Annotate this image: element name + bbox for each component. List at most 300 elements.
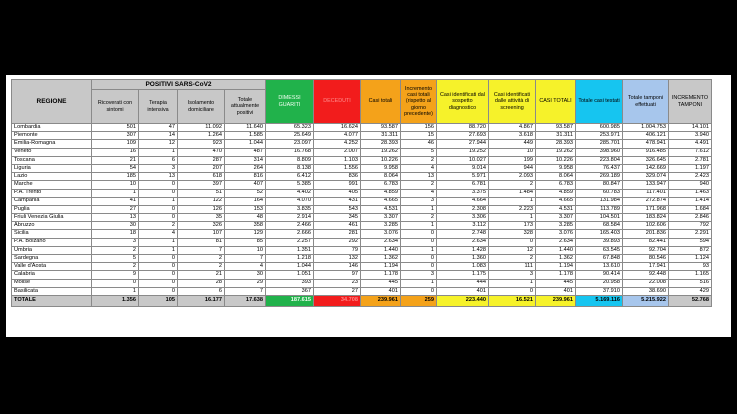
table-cell: 0 [139, 189, 178, 197]
table-cell: 329.074 [623, 173, 669, 181]
header-totale-positivi: Totale attualmente positivi [225, 90, 266, 124]
table-cell: 1 [139, 238, 178, 246]
table-cell: 126 [178, 205, 225, 213]
table-cell: 223.804 [576, 156, 623, 164]
table-cell: 1.197 [669, 164, 712, 172]
table-cell: 80.847 [576, 181, 623, 189]
table-cell: 60.783 [576, 189, 623, 197]
header-isolamento: Isolamento domiciliare [178, 90, 225, 124]
table-cell: 478.941 [623, 140, 669, 148]
table-cell: 543 [314, 205, 361, 213]
region-name: Marche [12, 181, 92, 189]
table-cell: 4.859 [361, 189, 401, 197]
table-cell: 6 [178, 287, 225, 295]
table-cell: 199 [489, 156, 536, 164]
region-name: Valle d'Aosta [12, 263, 92, 271]
table-cell: 792 [669, 222, 712, 230]
table-cell: 2.291 [669, 230, 712, 238]
table-cell: 1.414 [669, 197, 712, 205]
table-cell: 90.414 [576, 271, 623, 279]
table-cell: 4.665 [361, 197, 401, 205]
table-cell: 28 [178, 279, 225, 287]
table-cell: 1.684 [669, 205, 712, 213]
table-cell: 1.178 [361, 271, 401, 279]
table-cell: 487 [225, 148, 266, 156]
table-row [12, 140, 712, 148]
header-screening: Casi identificati dalle attività di screening [489, 80, 536, 124]
table-cell: 9.014 [437, 164, 489, 172]
table-cell: 4 [401, 164, 437, 172]
total-cell: 16.177 [178, 295, 225, 306]
table-cell: 171.968 [623, 205, 669, 213]
table-cell: 944 [489, 164, 536, 172]
table-cell: 18 [92, 230, 139, 238]
table-cell: 345 [314, 214, 361, 222]
table-cell: 2 [401, 181, 437, 189]
table-cell: 21 [178, 271, 225, 279]
table-cell: 7 [178, 246, 225, 254]
table-cell: 1.051 [266, 271, 314, 279]
table-cell: 398.960 [576, 148, 623, 156]
region-name: Basilicata [12, 287, 92, 295]
table-cell: 10 [225, 246, 266, 254]
table-row [12, 173, 712, 181]
table-cell: 173 [489, 222, 536, 230]
table-cell: 272.874 [623, 197, 669, 205]
table-cell: 1.463 [669, 189, 712, 197]
table-cell: 2 [401, 214, 437, 222]
region-name: Calabria [12, 271, 92, 279]
table-cell: 1.484 [489, 189, 536, 197]
table-cell: 4.664 [437, 197, 489, 205]
table-cell: 88.720 [437, 124, 489, 132]
table-cell: 3 [401, 271, 437, 279]
table-cell: 9.958 [361, 164, 401, 172]
region-name: Veneto [12, 148, 92, 156]
table-cell: 3.940 [669, 132, 712, 140]
table-cell: 1 [401, 279, 437, 287]
table-cell: 4.867 [489, 124, 536, 132]
table-cell: 2.007 [314, 148, 361, 156]
table-row [12, 222, 712, 230]
table-cell: 393 [266, 279, 314, 287]
total-cell: 16.521 [489, 295, 536, 306]
table-cell: 0 [139, 255, 178, 263]
header-ricoverati: Ricoverati con sintomi [92, 90, 139, 124]
table-cell: 8.064 [361, 173, 401, 181]
table-cell: 27 [314, 287, 361, 295]
table-cell: 6.412 [266, 173, 314, 181]
table-cell: 1.351 [266, 246, 314, 254]
table-cell: 923 [178, 140, 225, 148]
table-cell: 3.307 [536, 214, 576, 222]
table-cell: 2.093 [489, 173, 536, 181]
table-cell: 1.044 [266, 263, 314, 271]
table-cell: 7 [225, 255, 266, 263]
table-cell: 407 [225, 181, 266, 189]
table-cell: 445 [536, 279, 576, 287]
table-cell: 1.083 [437, 263, 489, 271]
table-cell: 129 [225, 230, 266, 238]
table-cell: 15 [401, 132, 437, 140]
table-cell: 2 [401, 156, 437, 164]
table-cell: 4 [401, 189, 437, 197]
table-row [12, 263, 712, 271]
total-cell: 34.708 [314, 295, 361, 306]
region-name: Sardegna [12, 255, 92, 263]
total-cell: 239.961 [536, 295, 576, 306]
table-cell: 23.097 [266, 140, 314, 148]
total-cell: 52.768 [669, 295, 712, 306]
table-row [12, 156, 712, 164]
table-cell: 131.984 [576, 197, 623, 205]
table-cell: 79 [314, 246, 361, 254]
table-cell: 122 [178, 197, 225, 205]
table-cell: 2.308 [437, 205, 489, 213]
total-label: TOTALE [12, 295, 92, 306]
table-cell: 30 [225, 271, 266, 279]
table-cell: 21 [92, 156, 139, 164]
table-cell: 46 [401, 140, 437, 148]
table-cell: 4.531 [536, 205, 576, 213]
table-cell: 4.402 [266, 189, 314, 197]
table-cell: 85 [225, 238, 266, 246]
table-cell: 0 [401, 255, 437, 263]
table-cell: 916.485 [623, 148, 669, 156]
table-cell: 16 [92, 148, 139, 156]
table-cell: 3.285 [536, 222, 576, 230]
table-cell: 3 [139, 164, 178, 172]
table-cell: 0 [139, 279, 178, 287]
table-cell: 82.441 [623, 238, 669, 246]
region-name: Lazio [12, 173, 92, 181]
region-name: Friuli Venezia Giulia [12, 214, 92, 222]
table-cell: 618 [178, 173, 225, 181]
table-cell: 991 [314, 181, 361, 189]
table-cell: 1.103 [314, 156, 361, 164]
table-cell: 358 [225, 222, 266, 230]
region-name: P.A. Trento [12, 189, 92, 197]
table-cell: 401 [437, 287, 489, 295]
table-cell: 2 [489, 255, 536, 263]
table-cell: 19.252 [437, 148, 489, 156]
table-cell: 0 [139, 287, 178, 295]
total-cell: 17.638 [225, 295, 266, 306]
table-cell: 109 [92, 140, 139, 148]
table-cell: 1.178 [536, 271, 576, 279]
table-cell: 516 [669, 279, 712, 287]
table-cell: 41 [92, 197, 139, 205]
table-cell: 6.783 [536, 181, 576, 189]
table-cell: 14 [139, 132, 178, 140]
table-cell: 0 [139, 205, 178, 213]
table-cell: 3.307 [361, 214, 401, 222]
table-cell: 10 [92, 181, 139, 189]
table-cell: 54 [92, 164, 139, 172]
table-row [12, 148, 712, 156]
table-cell: 1.004.753 [623, 124, 669, 132]
total-cell: 187.615 [266, 295, 314, 306]
total-cell: 5.215.922 [623, 295, 669, 306]
report-sheet [6, 75, 731, 337]
table-cell: 93 [669, 263, 712, 271]
table-cell: 253.971 [576, 132, 623, 140]
table-cell: 10.226 [361, 156, 401, 164]
table-cell: 406.121 [623, 132, 669, 140]
table-cell: 2.846 [669, 214, 712, 222]
table-cell: 0 [489, 238, 536, 246]
table-cell: 27.693 [437, 132, 489, 140]
table-cell: 269.189 [576, 173, 623, 181]
total-cell: 105 [139, 295, 178, 306]
table-cell: 5.971 [437, 173, 489, 181]
table-cell: 29 [225, 279, 266, 287]
table-cell: 14.101 [669, 124, 712, 132]
region-name: Lombardia [12, 124, 92, 132]
table-cell: 1.124 [669, 255, 712, 263]
table-cell: 7 [225, 287, 266, 295]
table-cell: 1.165 [669, 271, 712, 279]
table-cell: 0 [401, 263, 437, 271]
table-cell: 97 [314, 271, 361, 279]
table-row [12, 124, 712, 132]
table-cell: 13 [401, 173, 437, 181]
table-cell: 0 [139, 271, 178, 279]
region-name: Puglia [12, 205, 92, 213]
table-cell: 2.781 [669, 156, 712, 164]
table-cell: 401 [361, 287, 401, 295]
table-cell: 816 [225, 173, 266, 181]
table-cell: 28.393 [361, 140, 401, 148]
total-cell: 223.440 [437, 295, 489, 306]
total-cell: 5.169.116 [576, 295, 623, 306]
table-cell: 27 [92, 205, 139, 213]
table-cell: 1.194 [361, 263, 401, 271]
table-cell: 16.624 [314, 124, 361, 132]
table-cell: 3 [92, 238, 139, 246]
table-cell: 2 [139, 222, 178, 230]
header-dimessi: DIMESSI GUARITI [266, 80, 314, 124]
table-cell: 67.848 [576, 255, 623, 263]
table-cell: 13 [139, 173, 178, 181]
header-tamponi: Totale tamponi effettuati [623, 80, 669, 124]
table-cell: 287 [178, 156, 225, 164]
table-cell: 16.768 [266, 148, 314, 156]
table-cell: 3.076 [536, 230, 576, 238]
table-row [12, 214, 712, 222]
table-cell: 22.008 [623, 279, 669, 287]
table-cell: 4.859 [536, 189, 576, 197]
table-cell: 0 [139, 263, 178, 271]
table-cell: 4.077 [314, 132, 361, 140]
table-cell: 3.285 [361, 222, 401, 230]
table-cell: 1.264 [178, 132, 225, 140]
table-cell: 2 [178, 263, 225, 271]
table-cell: 429 [669, 287, 712, 295]
table-cell: 1 [92, 189, 139, 197]
table-cell: 1.175 [437, 271, 489, 279]
region-name: P.A. Bolzano [12, 238, 92, 246]
table-cell: 65.323 [266, 124, 314, 132]
table-cell: 7.612 [669, 148, 712, 156]
table-cell: 107 [178, 230, 225, 238]
table-cell: 0 [401, 230, 437, 238]
table-cell: 594 [669, 238, 712, 246]
table-cell: 2.748 [437, 230, 489, 238]
table-cell: 3.076 [361, 230, 401, 238]
table-cell: 1 [92, 287, 139, 295]
table-cell: 27.944 [437, 140, 489, 148]
table-cell: 3.306 [437, 214, 489, 222]
table-cell: 68.584 [576, 222, 623, 230]
table-cell: 104.501 [576, 214, 623, 222]
table-cell: 51 [178, 189, 225, 197]
table-cell: 501 [92, 124, 139, 132]
table-row [12, 164, 712, 172]
table-cell: 431 [314, 197, 361, 205]
table-row [12, 197, 712, 205]
table-cell: 4 [225, 263, 266, 271]
table-cell: 133.947 [623, 181, 669, 189]
table-cell: 1 [401, 222, 437, 230]
table-cell: 2 [92, 263, 139, 271]
table-cell: 307 [92, 132, 139, 140]
table-cell: 600.985 [576, 124, 623, 132]
table-cell: 1 [401, 246, 437, 254]
header-incremento-casi: Incremento casi totali (rispetto al giorno precedente) [401, 80, 437, 124]
table-cell: 2.466 [266, 222, 314, 230]
table-cell: 328 [489, 230, 536, 238]
table-cell: 4.531 [361, 205, 401, 213]
total-cell: 1.356 [92, 295, 139, 306]
table-cell: 12 [489, 246, 536, 254]
table-cell: 63.545 [576, 246, 623, 254]
table-cell: 12 [139, 140, 178, 148]
table-cell: 445 [361, 279, 401, 287]
table-cell: 0 [139, 181, 178, 189]
table-cell: 449 [489, 140, 536, 148]
table-cell: 3.618 [489, 132, 536, 140]
table-cell: 92.704 [623, 246, 669, 254]
table-cell: 132 [314, 255, 361, 263]
table-cell: 142.669 [623, 164, 669, 172]
table-cell: 156 [401, 124, 437, 132]
table-row [12, 255, 712, 263]
table-cell: 5 [401, 148, 437, 156]
table-cell: 470 [178, 148, 225, 156]
table-cell: 3.112 [437, 222, 489, 230]
table-cell: 37.910 [576, 287, 623, 295]
table-cell: 17.941 [623, 263, 669, 271]
table-row [12, 238, 712, 246]
table-cell: 9.958 [536, 164, 576, 172]
table-cell: 47 [139, 124, 178, 132]
table-cell: 13.610 [576, 263, 623, 271]
table-cell: 93.587 [361, 124, 401, 132]
table-cell: 2 [489, 181, 536, 189]
table-cell: 81 [178, 238, 225, 246]
region-name: Campania [12, 197, 92, 205]
table-cell: 3 [489, 271, 536, 279]
table-cell: 10 [489, 148, 536, 156]
table-cell: 207 [178, 164, 225, 172]
table-cell: 5 [92, 255, 139, 263]
table-cell: 25.649 [266, 132, 314, 140]
table-cell: 0 [139, 214, 178, 222]
table-cell: 940 [669, 181, 712, 189]
table-cell: 397 [178, 181, 225, 189]
table-cell: 4.665 [536, 197, 576, 205]
table-cell: 2.914 [266, 214, 314, 222]
table-cell: 146 [314, 263, 361, 271]
table-cell: 52 [225, 189, 266, 197]
table-cell: 92.448 [623, 271, 669, 279]
table-cell: 2.634 [437, 238, 489, 246]
table-row [12, 279, 712, 287]
table-cell: 3.375 [437, 189, 489, 197]
table-cell: 183.824 [623, 214, 669, 222]
table-cell: 76.437 [576, 164, 623, 172]
table-cell: 0 [92, 279, 139, 287]
table-cell: 8.138 [266, 164, 314, 172]
table-cell: 6 [139, 156, 178, 164]
table-cell: 405 [314, 189, 361, 197]
table-cell: 2.223 [489, 205, 536, 213]
table-cell: 102.606 [623, 222, 669, 230]
table-cell: 13 [92, 214, 139, 222]
table-cell: 153 [225, 205, 266, 213]
table-cell: 1 [489, 214, 536, 222]
header-terapia: Terapia intensiva [139, 90, 178, 124]
table-cell: 314 [225, 156, 266, 164]
table-cell: 3.835 [266, 205, 314, 213]
table-cell: 80.546 [623, 255, 669, 263]
table-cell: 11.092 [178, 124, 225, 132]
table-row [12, 271, 712, 279]
table-cell: 1.428 [437, 246, 489, 254]
header-incremento-tamponi: INCREMENTO TAMPONI [669, 80, 712, 124]
region-name: Abruzzo [12, 222, 92, 230]
table-cell: 30 [92, 222, 139, 230]
table-cell: 19.262 [361, 148, 401, 156]
table-cell: 5.385 [266, 181, 314, 189]
table-cell: 2.666 [266, 230, 314, 238]
header-deceduti: DECEDUTI [314, 80, 361, 124]
table-cell: 0 [401, 238, 437, 246]
table-cell: 1.194 [536, 263, 576, 271]
table-cell: 2.634 [536, 238, 576, 246]
table-cell: 6.783 [361, 181, 401, 189]
total-cell: 239.961 [361, 295, 401, 306]
table-cell: 444 [437, 279, 489, 287]
table-cell: 8.064 [536, 173, 576, 181]
region-name: Piemonte [12, 132, 92, 140]
table-cell: 2.423 [669, 173, 712, 181]
region-name: Liguria [12, 164, 92, 172]
table-cell: 10.226 [536, 156, 576, 164]
table-cell: 1.362 [361, 255, 401, 263]
table-cell: 35 [178, 214, 225, 222]
table-cell: 326.645 [623, 156, 669, 164]
table-cell: 11.640 [225, 124, 266, 132]
covid-table [11, 79, 712, 307]
table-cell: 326 [178, 222, 225, 230]
table-cell: 1 [139, 148, 178, 156]
header-casi-totali-2: CASI TOTALI [536, 80, 576, 124]
table-cell: 4.491 [669, 140, 712, 148]
table-cell: 281 [314, 230, 361, 238]
table-row [12, 189, 712, 197]
